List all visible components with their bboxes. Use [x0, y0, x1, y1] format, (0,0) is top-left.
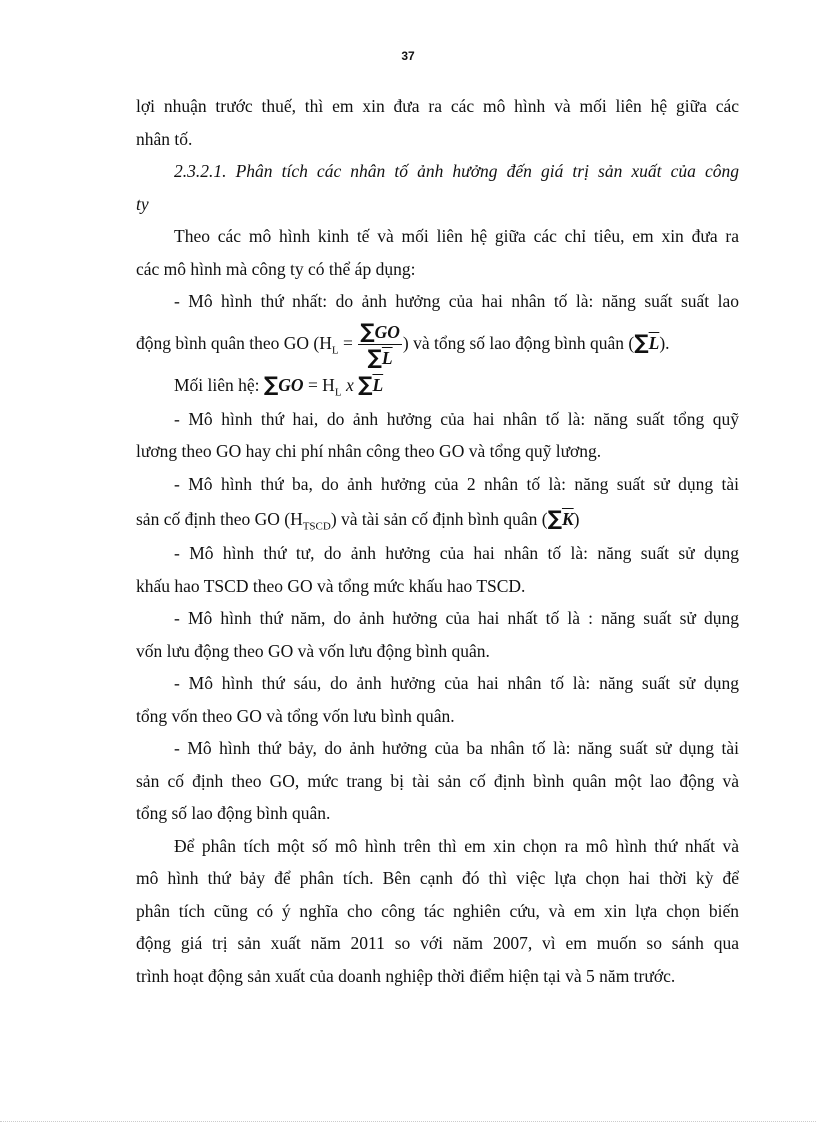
paragraph-line: - Mô hình thứ hai, do ảnh hưởng của hai nhân tố là: năng suất tổng quỹ: [174, 408, 739, 429]
paragraph-line: tổng số lao động bình quân.: [136, 803, 331, 823]
paragraph-line: động giá trị sản xuất năm 2011 so với năm 2007, vì em muốn so sánh qua: [136, 933, 739, 953]
section-heading: 2.3.2.1. Phân tích các nhân tố ảnh hưởng đến giá trị sản xuất của công: [174, 161, 739, 181]
paragraph-line: - Mô hình thứ năm, do ảnh hưởng của hai nhất tố là : năng suất sử dụng: [174, 608, 739, 628]
sigma-symbol: ∑: [634, 329, 649, 354]
sigma-symbol: ∑: [358, 371, 373, 396]
paragraph-line: lương theo GO hay chi phí nhân công theo GO và tổng quỹ lương.: [136, 441, 602, 461]
sigma-symbol: ∑: [263, 371, 279, 396]
page-bottom-divider: [0, 1121, 816, 1122]
paragraph-line: tổng vốn theo GO và tổng vốn lưu bình quân.: [136, 705, 455, 726]
paragraph-line: - Mô hình thứ nhất: do ảnh hưởng của hai nhân tố là: năng suất suất lao: [174, 291, 739, 311]
productivity-fraction: $\frac{\sum GO}{\sum\overline{L}}$: [360, 319, 400, 369]
paragraph-line: Theo các mô hình kinh tế và mối liên hệ giữa các chỉ tiêu, em xin đưa ra: [174, 226, 739, 246]
formula-line-model-3: sản cố định theo GO $(H_{TSCD})$ và tài sản cố định bình quân $(\sum\overline{K})$: [136, 506, 580, 533]
paragraph-line: - Mô hình thứ tư, do ảnh hưởng của hai nhân tố là: năng suất sử dụng: [174, 543, 739, 563]
sigma-symbol: ∑: [360, 319, 375, 344]
page-number: 37: [401, 49, 415, 63]
paragraph-line: vốn lưu động theo GO và vốn lưu động bình quân.: [136, 640, 490, 661]
paragraph-line: - Mô hình thứ ba, do ảnh hưởng của 2 nhân tố là: năng suất sử dụng tài: [174, 473, 739, 494]
relationship-formula: Mối liên hệ: $\sum GO = H_L$ x $\sum\overline{L}$: [174, 371, 384, 398]
paragraph-line: phân tích cũng có ý nghĩa cho công tác nghiên cứu, và em xin lựa chọn biến: [136, 900, 739, 921]
paragraph-line: nhân tố.: [136, 128, 193, 149]
paragraph-line: Để phân tích một số mô hình trên thì em xin chọn ra mô hình thứ nhất và: [174, 835, 739, 856]
paragraph-line: - Mô hình thứ bảy, do ảnh hưởng của ba nhân tố là: năng suất sử dụng tài: [174, 738, 739, 758]
paragraph-line: khấu hao TSCD theo GO và tổng mức khấu hao TSCD.: [136, 575, 526, 596]
document-body: [136, 90, 739, 992]
sigma-symbol: ∑: [367, 344, 382, 369]
section-heading-continued: ty: [136, 193, 149, 214]
paragraph-line: mô hình thứ bảy để phân tích. Bên cạnh đó thì việc lựa chọn hai thời kỳ để: [136, 868, 739, 888]
paragraph-line: - Mô hình thứ sáu, do ảnh hưởng của hai nhân tố là: năng suất sử dụng: [174, 673, 739, 693]
sigma-symbol: ∑: [547, 506, 562, 530]
paragraph-line: sản cố định theo GO, mức trang bị tài sản cố định bình quân một lao động và: [136, 770, 739, 791]
paragraph-line: các mô hình mà công ty có thể áp dụng:: [136, 258, 416, 279]
paragraph-line: trình hoạt động sản xuất của doanh nghiệp thời điểm hiện tại và 5 năm trước.: [136, 965, 676, 986]
formula-line-model-1: động bình quân theo GO ($H_L$ = $\frac{\sum GO}{\sum\overline{L}}$ ) và tổng số lao động bình quân $(\sum\overline{L})$.: [136, 319, 670, 369]
paragraph-line: lợi nhuận trước thuế, thì em xin đưa ra các mô hình và mối liên hệ giữa các: [136, 96, 739, 116]
